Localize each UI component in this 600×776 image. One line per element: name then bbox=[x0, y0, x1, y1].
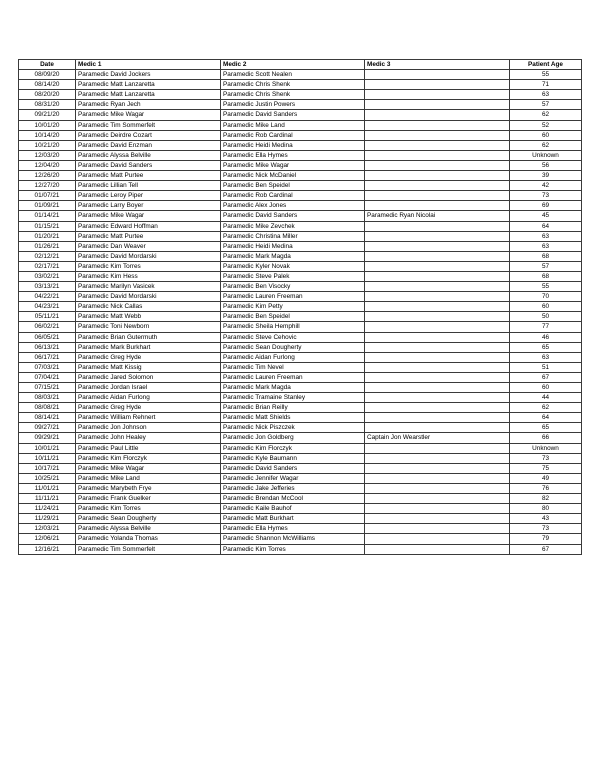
cell-medic-1: Paramedic Paul Little bbox=[76, 443, 221, 453]
cell-medic-3 bbox=[365, 171, 510, 181]
cell-patient-age: 67 bbox=[510, 372, 582, 382]
cell-medic-3 bbox=[365, 251, 510, 261]
cell-medic-2: Paramedic Ben Speidel bbox=[221, 181, 365, 191]
cell-medic-3: Captain Jon Wearstler bbox=[365, 433, 510, 443]
table-row bbox=[19, 80, 582, 90]
cell-patient-age: 63 bbox=[510, 352, 582, 362]
table-row bbox=[19, 211, 582, 221]
cell-medic-2: Paramedic Mike Zevchek bbox=[221, 221, 365, 231]
cell-medic-1: Paramedic Larry Boyer bbox=[76, 201, 221, 211]
cell-date: 01/20/21 bbox=[19, 231, 76, 241]
table-row bbox=[19, 423, 582, 433]
table-row bbox=[19, 383, 582, 393]
cell-medic-3 bbox=[365, 90, 510, 100]
table-row bbox=[19, 251, 582, 261]
cell-date: 12/03/21 bbox=[19, 524, 76, 534]
cell-medic-1: Paramedic Brian Gutermuth bbox=[76, 332, 221, 342]
cell-medic-2: Paramedic Mike Land bbox=[221, 120, 365, 130]
cell-date: 02/12/21 bbox=[19, 251, 76, 261]
cell-medic-3 bbox=[365, 100, 510, 110]
cell-medic-3 bbox=[365, 231, 510, 241]
cell-patient-age: 62 bbox=[510, 110, 582, 120]
cell-medic-2: Paramedic Matt Burkhart bbox=[221, 514, 365, 524]
cell-medic-2: Paramedic Ella Hymes bbox=[221, 524, 365, 534]
cell-date: 10/01/20 bbox=[19, 120, 76, 130]
header-date: Date bbox=[19, 60, 76, 70]
cell-date: 07/04/21 bbox=[19, 372, 76, 382]
cell-patient-age: 43 bbox=[510, 514, 582, 524]
cell-date: 11/11/21 bbox=[19, 494, 76, 504]
cell-patient-age: 60 bbox=[510, 383, 582, 393]
table-row bbox=[19, 524, 582, 534]
cell-date: 01/15/21 bbox=[19, 221, 76, 231]
cell-medic-2: Paramedic Scott Nealen bbox=[221, 70, 365, 80]
cell-medic-1: Paramedic Matt Purtee bbox=[76, 231, 221, 241]
cell-medic-3 bbox=[365, 413, 510, 423]
cell-medic-3 bbox=[365, 322, 510, 332]
cell-date: 08/09/20 bbox=[19, 70, 76, 80]
cell-medic-2: Paramedic Brian Reilly bbox=[221, 403, 365, 413]
cell-medic-3 bbox=[365, 140, 510, 150]
cell-medic-1: Paramedic David Enzman bbox=[76, 140, 221, 150]
cell-medic-3 bbox=[365, 463, 510, 473]
cell-patient-age: 39 bbox=[510, 171, 582, 181]
table-row bbox=[19, 514, 582, 524]
table-body bbox=[19, 70, 582, 555]
table-row bbox=[19, 150, 582, 160]
cell-medic-3 bbox=[365, 312, 510, 322]
cell-patient-age: 65 bbox=[510, 342, 582, 352]
cell-medic-1: Paramedic Aidan Furlong bbox=[76, 393, 221, 403]
cell-patient-age: 45 bbox=[510, 211, 582, 221]
cell-date: 12/26/20 bbox=[19, 171, 76, 181]
cell-medic-3 bbox=[365, 160, 510, 170]
cell-patient-age: 73 bbox=[510, 453, 582, 463]
table-row bbox=[19, 292, 582, 302]
cell-medic-3 bbox=[365, 494, 510, 504]
table-row bbox=[19, 332, 582, 342]
table-row bbox=[19, 70, 582, 80]
table-row bbox=[19, 120, 582, 130]
table-row bbox=[19, 504, 582, 514]
cell-medic-2: Paramedic Ben Visocky bbox=[221, 282, 365, 292]
cell-date: 11/01/21 bbox=[19, 483, 76, 493]
spreadsheet-page bbox=[18, 59, 582, 555]
cell-date: 11/29/21 bbox=[19, 514, 76, 524]
cell-medic-2: Paramedic Rob Cardinal bbox=[221, 191, 365, 201]
cell-date: 10/11/21 bbox=[19, 453, 76, 463]
table-row bbox=[19, 110, 582, 120]
cell-medic-2: Paramedic Steve Cehovic bbox=[221, 332, 365, 342]
cell-medic-3 bbox=[365, 282, 510, 292]
cell-patient-age: 50 bbox=[510, 312, 582, 322]
cell-medic-2: Paramedic Tim Nevel bbox=[221, 362, 365, 372]
table-row bbox=[19, 130, 582, 140]
cell-date: 12/27/20 bbox=[19, 181, 76, 191]
cell-medic-3 bbox=[365, 362, 510, 372]
cell-date: 07/15/21 bbox=[19, 383, 76, 393]
cell-medic-1: Paramedic Matt Lanzaretta bbox=[76, 80, 221, 90]
cell-medic-2: Paramedic Nick McDaniel bbox=[221, 171, 365, 181]
cell-date: 10/01/21 bbox=[19, 443, 76, 453]
cell-medic-2: Paramedic Lauren Freeman bbox=[221, 292, 365, 302]
cell-date: 08/14/20 bbox=[19, 80, 76, 90]
cell-patient-age: 82 bbox=[510, 494, 582, 504]
table-row bbox=[19, 140, 582, 150]
cell-medic-3: Paramedic Ryan Nicolai bbox=[365, 211, 510, 221]
cell-patient-age: 49 bbox=[510, 473, 582, 483]
table-row bbox=[19, 282, 582, 292]
cell-medic-1: Paramedic Edward Hoffman bbox=[76, 221, 221, 231]
cell-medic-3 bbox=[365, 302, 510, 312]
cell-medic-1: Paramedic John Healey bbox=[76, 433, 221, 443]
cell-patient-age: 67 bbox=[510, 544, 582, 554]
cell-patient-age: 62 bbox=[510, 140, 582, 150]
cell-patient-age: 60 bbox=[510, 302, 582, 312]
cell-medic-3 bbox=[365, 332, 510, 342]
cell-medic-2: Paramedic Christina Miller bbox=[221, 231, 365, 241]
table-row bbox=[19, 342, 582, 352]
cell-medic-1: Paramedic Lillian Tell bbox=[76, 181, 221, 191]
cell-medic-3 bbox=[365, 483, 510, 493]
cell-patient-age: 46 bbox=[510, 332, 582, 342]
cell-patient-age: 55 bbox=[510, 70, 582, 80]
cell-medic-2: Paramedic Sheila Hemphill bbox=[221, 322, 365, 332]
cell-medic-2: Paramedic Kim Torres bbox=[221, 544, 365, 554]
cell-patient-age: 77 bbox=[510, 322, 582, 332]
table-row bbox=[19, 372, 582, 382]
table-row bbox=[19, 191, 582, 201]
cell-medic-1: Paramedic Mike Wagar bbox=[76, 211, 221, 221]
cell-medic-3 bbox=[365, 403, 510, 413]
cell-medic-1: Paramedic Sean Dougherty bbox=[76, 514, 221, 524]
cell-medic-1: Paramedic Alyssa Belville bbox=[76, 524, 221, 534]
cell-patient-age: 68 bbox=[510, 271, 582, 281]
cell-date: 06/02/21 bbox=[19, 322, 76, 332]
cell-date: 08/20/20 bbox=[19, 90, 76, 100]
cell-medic-1: Paramedic Jared Solomon bbox=[76, 372, 221, 382]
cell-medic-2: Paramedic Kyler Novak bbox=[221, 261, 365, 271]
cell-date: 01/09/21 bbox=[19, 201, 76, 211]
cell-medic-1: Paramedic Matt Lanzaretta bbox=[76, 90, 221, 100]
cell-medic-3 bbox=[365, 241, 510, 251]
cell-patient-age: 63 bbox=[510, 90, 582, 100]
cell-medic-2: Paramedic Matt Shields bbox=[221, 413, 365, 423]
cell-patient-age: 69 bbox=[510, 201, 582, 211]
cell-date: 10/14/20 bbox=[19, 130, 76, 140]
cell-medic-1: Paramedic Mike Wagar bbox=[76, 463, 221, 473]
table-row bbox=[19, 362, 582, 372]
cell-medic-1: Paramedic Mike Wagar bbox=[76, 110, 221, 120]
table-row bbox=[19, 544, 582, 554]
cell-date: 04/22/21 bbox=[19, 292, 76, 302]
cell-date: 02/17/21 bbox=[19, 261, 76, 271]
table-row bbox=[19, 463, 582, 473]
cell-patient-age: 75 bbox=[510, 463, 582, 473]
cell-date: 06/17/21 bbox=[19, 352, 76, 362]
cell-medic-1: Paramedic Greg Hyde bbox=[76, 403, 221, 413]
cell-date: 07/03/21 bbox=[19, 362, 76, 372]
table-row bbox=[19, 241, 582, 251]
cell-medic-2: Paramedic Steve Palek bbox=[221, 271, 365, 281]
cell-medic-2: Paramedic David Sanders bbox=[221, 463, 365, 473]
cell-patient-age: 55 bbox=[510, 282, 582, 292]
cell-patient-age: 62 bbox=[510, 403, 582, 413]
cell-date: 01/07/21 bbox=[19, 191, 76, 201]
header-medic-3: Medic 3 bbox=[365, 60, 510, 70]
table-row bbox=[19, 352, 582, 362]
cell-patient-age: 56 bbox=[510, 160, 582, 170]
cell-medic-1: Paramedic David Jockers bbox=[76, 70, 221, 80]
table-row bbox=[19, 483, 582, 493]
cell-medic-3 bbox=[365, 191, 510, 201]
table-row bbox=[19, 181, 582, 191]
cell-medic-2: Paramedic Sean Dougherty bbox=[221, 342, 365, 352]
cell-medic-3 bbox=[365, 534, 510, 544]
cell-date: 08/08/21 bbox=[19, 403, 76, 413]
cell-medic-2: Paramedic Tramaine Stanley bbox=[221, 393, 365, 403]
table-row bbox=[19, 302, 582, 312]
cell-patient-age: 63 bbox=[510, 231, 582, 241]
cell-medic-1: Paramedic David Sanders bbox=[76, 160, 221, 170]
cell-medic-1: Paramedic Frank Guelker bbox=[76, 494, 221, 504]
cell-medic-1: Paramedic Matt Purtee bbox=[76, 171, 221, 181]
cell-medic-2: Paramedic Heidi Medina bbox=[221, 241, 365, 251]
cell-patient-age: 51 bbox=[510, 362, 582, 372]
cell-medic-2: Paramedic Jake Jefferies bbox=[221, 483, 365, 493]
cell-date: 03/13/21 bbox=[19, 282, 76, 292]
cell-patient-age: 60 bbox=[510, 130, 582, 140]
cell-medic-1: Paramedic William Rehnert bbox=[76, 413, 221, 423]
table-row bbox=[19, 322, 582, 332]
cell-medic-3 bbox=[365, 393, 510, 403]
cell-medic-1: Paramedic Marilyn Vasicek bbox=[76, 282, 221, 292]
cell-medic-3 bbox=[365, 504, 510, 514]
cell-patient-age: 57 bbox=[510, 261, 582, 271]
cell-date: 01/26/21 bbox=[19, 241, 76, 251]
cell-date: 09/21/20 bbox=[19, 110, 76, 120]
cell-medic-3 bbox=[365, 372, 510, 382]
cell-medic-1: Paramedic Kim Torres bbox=[76, 261, 221, 271]
cell-medic-1: Paramedic Tim Sommerfelt bbox=[76, 120, 221, 130]
cell-medic-3 bbox=[365, 181, 510, 191]
cell-medic-2: Paramedic Mike Wagar bbox=[221, 160, 365, 170]
cell-date: 10/25/21 bbox=[19, 473, 76, 483]
cell-medic-1: Paramedic Toni Newborn bbox=[76, 322, 221, 332]
cell-date: 06/05/21 bbox=[19, 332, 76, 342]
cell-medic-1: Paramedic Matt Kissig bbox=[76, 362, 221, 372]
cell-date: 08/14/21 bbox=[19, 413, 76, 423]
cell-patient-age: 80 bbox=[510, 504, 582, 514]
table-row bbox=[19, 261, 582, 271]
cell-medic-2: Paramedic Lauren Freeman bbox=[221, 372, 365, 382]
cell-medic-1: Paramedic Jon Johnson bbox=[76, 423, 221, 433]
cell-medic-3 bbox=[365, 352, 510, 362]
cell-medic-2: Paramedic Chris Shenk bbox=[221, 90, 365, 100]
cell-medic-3 bbox=[365, 221, 510, 231]
table-header bbox=[19, 60, 582, 70]
cell-medic-3 bbox=[365, 423, 510, 433]
cell-medic-2: Paramedic Kim Florczyk bbox=[221, 443, 365, 453]
cell-patient-age: 68 bbox=[510, 251, 582, 261]
medic-table bbox=[18, 59, 582, 555]
cell-date: 11/24/21 bbox=[19, 504, 76, 514]
cell-medic-1: Paramedic Kim Torres bbox=[76, 504, 221, 514]
cell-medic-2: Paramedic Aidan Furlong bbox=[221, 352, 365, 362]
cell-medic-3 bbox=[365, 292, 510, 302]
cell-patient-age: 64 bbox=[510, 413, 582, 423]
cell-medic-1: Paramedic Mike Land bbox=[76, 473, 221, 483]
cell-medic-1: Paramedic David Mordarski bbox=[76, 251, 221, 261]
cell-medic-2: Paramedic Shannon McWilliams bbox=[221, 534, 365, 544]
cell-medic-1: Paramedic Leroy Piper bbox=[76, 191, 221, 201]
table-row bbox=[19, 271, 582, 281]
cell-medic-3 bbox=[365, 473, 510, 483]
cell-medic-3 bbox=[365, 150, 510, 160]
table-row bbox=[19, 231, 582, 241]
cell-date: 03/02/21 bbox=[19, 271, 76, 281]
cell-medic-2: Paramedic Kyle Baumann bbox=[221, 453, 365, 463]
cell-patient-age: 57 bbox=[510, 100, 582, 110]
header-medic-1: Medic 1 bbox=[76, 60, 221, 70]
cell-date: 12/04/20 bbox=[19, 160, 76, 170]
cell-medic-3 bbox=[365, 383, 510, 393]
cell-medic-1: Paramedic Mark Burkhart bbox=[76, 342, 221, 352]
cell-date: 12/03/20 bbox=[19, 150, 76, 160]
table-row bbox=[19, 171, 582, 181]
cell-medic-2: Paramedic Brendan McCool bbox=[221, 494, 365, 504]
cell-medic-1: Paramedic David Mordarski bbox=[76, 292, 221, 302]
header-medic-2: Medic 2 bbox=[221, 60, 365, 70]
cell-medic-1: Paramedic Deirdre Cozart bbox=[76, 130, 221, 140]
cell-medic-2: Paramedic Mark Magda bbox=[221, 251, 365, 261]
cell-medic-2: Paramedic Ella Hymes bbox=[221, 150, 365, 160]
table-row bbox=[19, 403, 582, 413]
cell-date: 12/06/21 bbox=[19, 534, 76, 544]
cell-patient-age: 73 bbox=[510, 524, 582, 534]
cell-patient-age: 73 bbox=[510, 191, 582, 201]
table-row bbox=[19, 413, 582, 423]
cell-medic-3 bbox=[365, 70, 510, 80]
cell-medic-1: Paramedic Greg Hyde bbox=[76, 352, 221, 362]
cell-medic-3 bbox=[365, 443, 510, 453]
cell-patient-age: 66 bbox=[510, 433, 582, 443]
cell-medic-2: Paramedic Nick Piszczek bbox=[221, 423, 365, 433]
cell-medic-3 bbox=[365, 271, 510, 281]
cell-medic-2: Paramedic Kaile Bauhof bbox=[221, 504, 365, 514]
table-row bbox=[19, 494, 582, 504]
cell-medic-1: Paramedic Kim Hess bbox=[76, 271, 221, 281]
table-row bbox=[19, 534, 582, 544]
cell-medic-2: Paramedic Alex Jones bbox=[221, 201, 365, 211]
table-row bbox=[19, 312, 582, 322]
cell-medic-3 bbox=[365, 120, 510, 130]
cell-date: 08/03/21 bbox=[19, 393, 76, 403]
cell-patient-age: 76 bbox=[510, 483, 582, 493]
cell-medic-3 bbox=[365, 110, 510, 120]
cell-patient-age: Unknown bbox=[510, 443, 582, 453]
cell-medic-2: Paramedic Jennifer Wagar bbox=[221, 473, 365, 483]
cell-medic-2: Paramedic Heidi Medina bbox=[221, 140, 365, 150]
cell-patient-age: 71 bbox=[510, 80, 582, 90]
cell-medic-3 bbox=[365, 130, 510, 140]
cell-medic-2: Paramedic Chris Shenk bbox=[221, 80, 365, 90]
cell-medic-1: Paramedic Matt Webb bbox=[76, 312, 221, 322]
table-row bbox=[19, 473, 582, 483]
table-row bbox=[19, 160, 582, 170]
cell-date: 06/13/21 bbox=[19, 342, 76, 352]
cell-medic-3 bbox=[365, 201, 510, 211]
cell-date: 10/17/21 bbox=[19, 463, 76, 473]
cell-medic-3 bbox=[365, 261, 510, 271]
cell-medic-3 bbox=[365, 342, 510, 352]
cell-medic-2: Paramedic Rob Cardinal bbox=[221, 130, 365, 140]
cell-medic-3 bbox=[365, 524, 510, 534]
cell-medic-1: Paramedic Nick Callas bbox=[76, 302, 221, 312]
cell-medic-3 bbox=[365, 453, 510, 463]
table-row bbox=[19, 453, 582, 463]
cell-patient-age: 42 bbox=[510, 181, 582, 191]
cell-medic-2: Paramedic Mark Magda bbox=[221, 383, 365, 393]
table-row bbox=[19, 100, 582, 110]
cell-patient-age: 70 bbox=[510, 292, 582, 302]
cell-medic-2: Paramedic Jon Goldberg bbox=[221, 433, 365, 443]
cell-medic-1: Paramedic Yolanda Thomas bbox=[76, 534, 221, 544]
cell-medic-1: Paramedic Tim Sommerfelt bbox=[76, 544, 221, 554]
table-row bbox=[19, 433, 582, 443]
cell-date: 01/14/21 bbox=[19, 211, 76, 221]
table-row bbox=[19, 393, 582, 403]
table-row bbox=[19, 443, 582, 453]
cell-patient-age: 44 bbox=[510, 393, 582, 403]
header-row bbox=[19, 60, 582, 70]
cell-medic-2: Paramedic Kim Petty bbox=[221, 302, 365, 312]
cell-medic-3 bbox=[365, 80, 510, 90]
cell-medic-1: Paramedic Dan Weaver bbox=[76, 241, 221, 251]
cell-medic-2: Paramedic David Sanders bbox=[221, 211, 365, 221]
cell-date: 09/27/21 bbox=[19, 423, 76, 433]
header-patient-age: Patient Age bbox=[510, 60, 582, 70]
cell-medic-1: Paramedic Alyssa Belville bbox=[76, 150, 221, 160]
cell-patient-age: 79 bbox=[510, 534, 582, 544]
table-row bbox=[19, 221, 582, 231]
cell-date: 08/31/20 bbox=[19, 100, 76, 110]
cell-patient-age: Unknown bbox=[510, 150, 582, 160]
cell-medic-3 bbox=[365, 514, 510, 524]
cell-patient-age: 52 bbox=[510, 120, 582, 130]
cell-date: 09/29/21 bbox=[19, 433, 76, 443]
cell-medic-3 bbox=[365, 544, 510, 554]
cell-date: 04/23/21 bbox=[19, 302, 76, 312]
cell-date: 12/16/21 bbox=[19, 544, 76, 554]
cell-medic-1: Paramedic Ryan Jech bbox=[76, 100, 221, 110]
cell-medic-1: Paramedic Jordan Israel bbox=[76, 383, 221, 393]
cell-date: 05/11/21 bbox=[19, 312, 76, 322]
table-row bbox=[19, 90, 582, 100]
cell-patient-age: 65 bbox=[510, 423, 582, 433]
cell-medic-1: Paramedic Marybeth Frye bbox=[76, 483, 221, 493]
cell-medic-1: Paramedic Kim Florczyk bbox=[76, 453, 221, 463]
cell-patient-age: 64 bbox=[510, 221, 582, 231]
table-row bbox=[19, 201, 582, 211]
cell-date: 10/21/20 bbox=[19, 140, 76, 150]
cell-medic-2: Paramedic David Sanders bbox=[221, 110, 365, 120]
cell-medic-2: Paramedic Ben Speidel bbox=[221, 312, 365, 322]
cell-patient-age: 63 bbox=[510, 241, 582, 251]
cell-medic-2: Paramedic Justin Powers bbox=[221, 100, 365, 110]
